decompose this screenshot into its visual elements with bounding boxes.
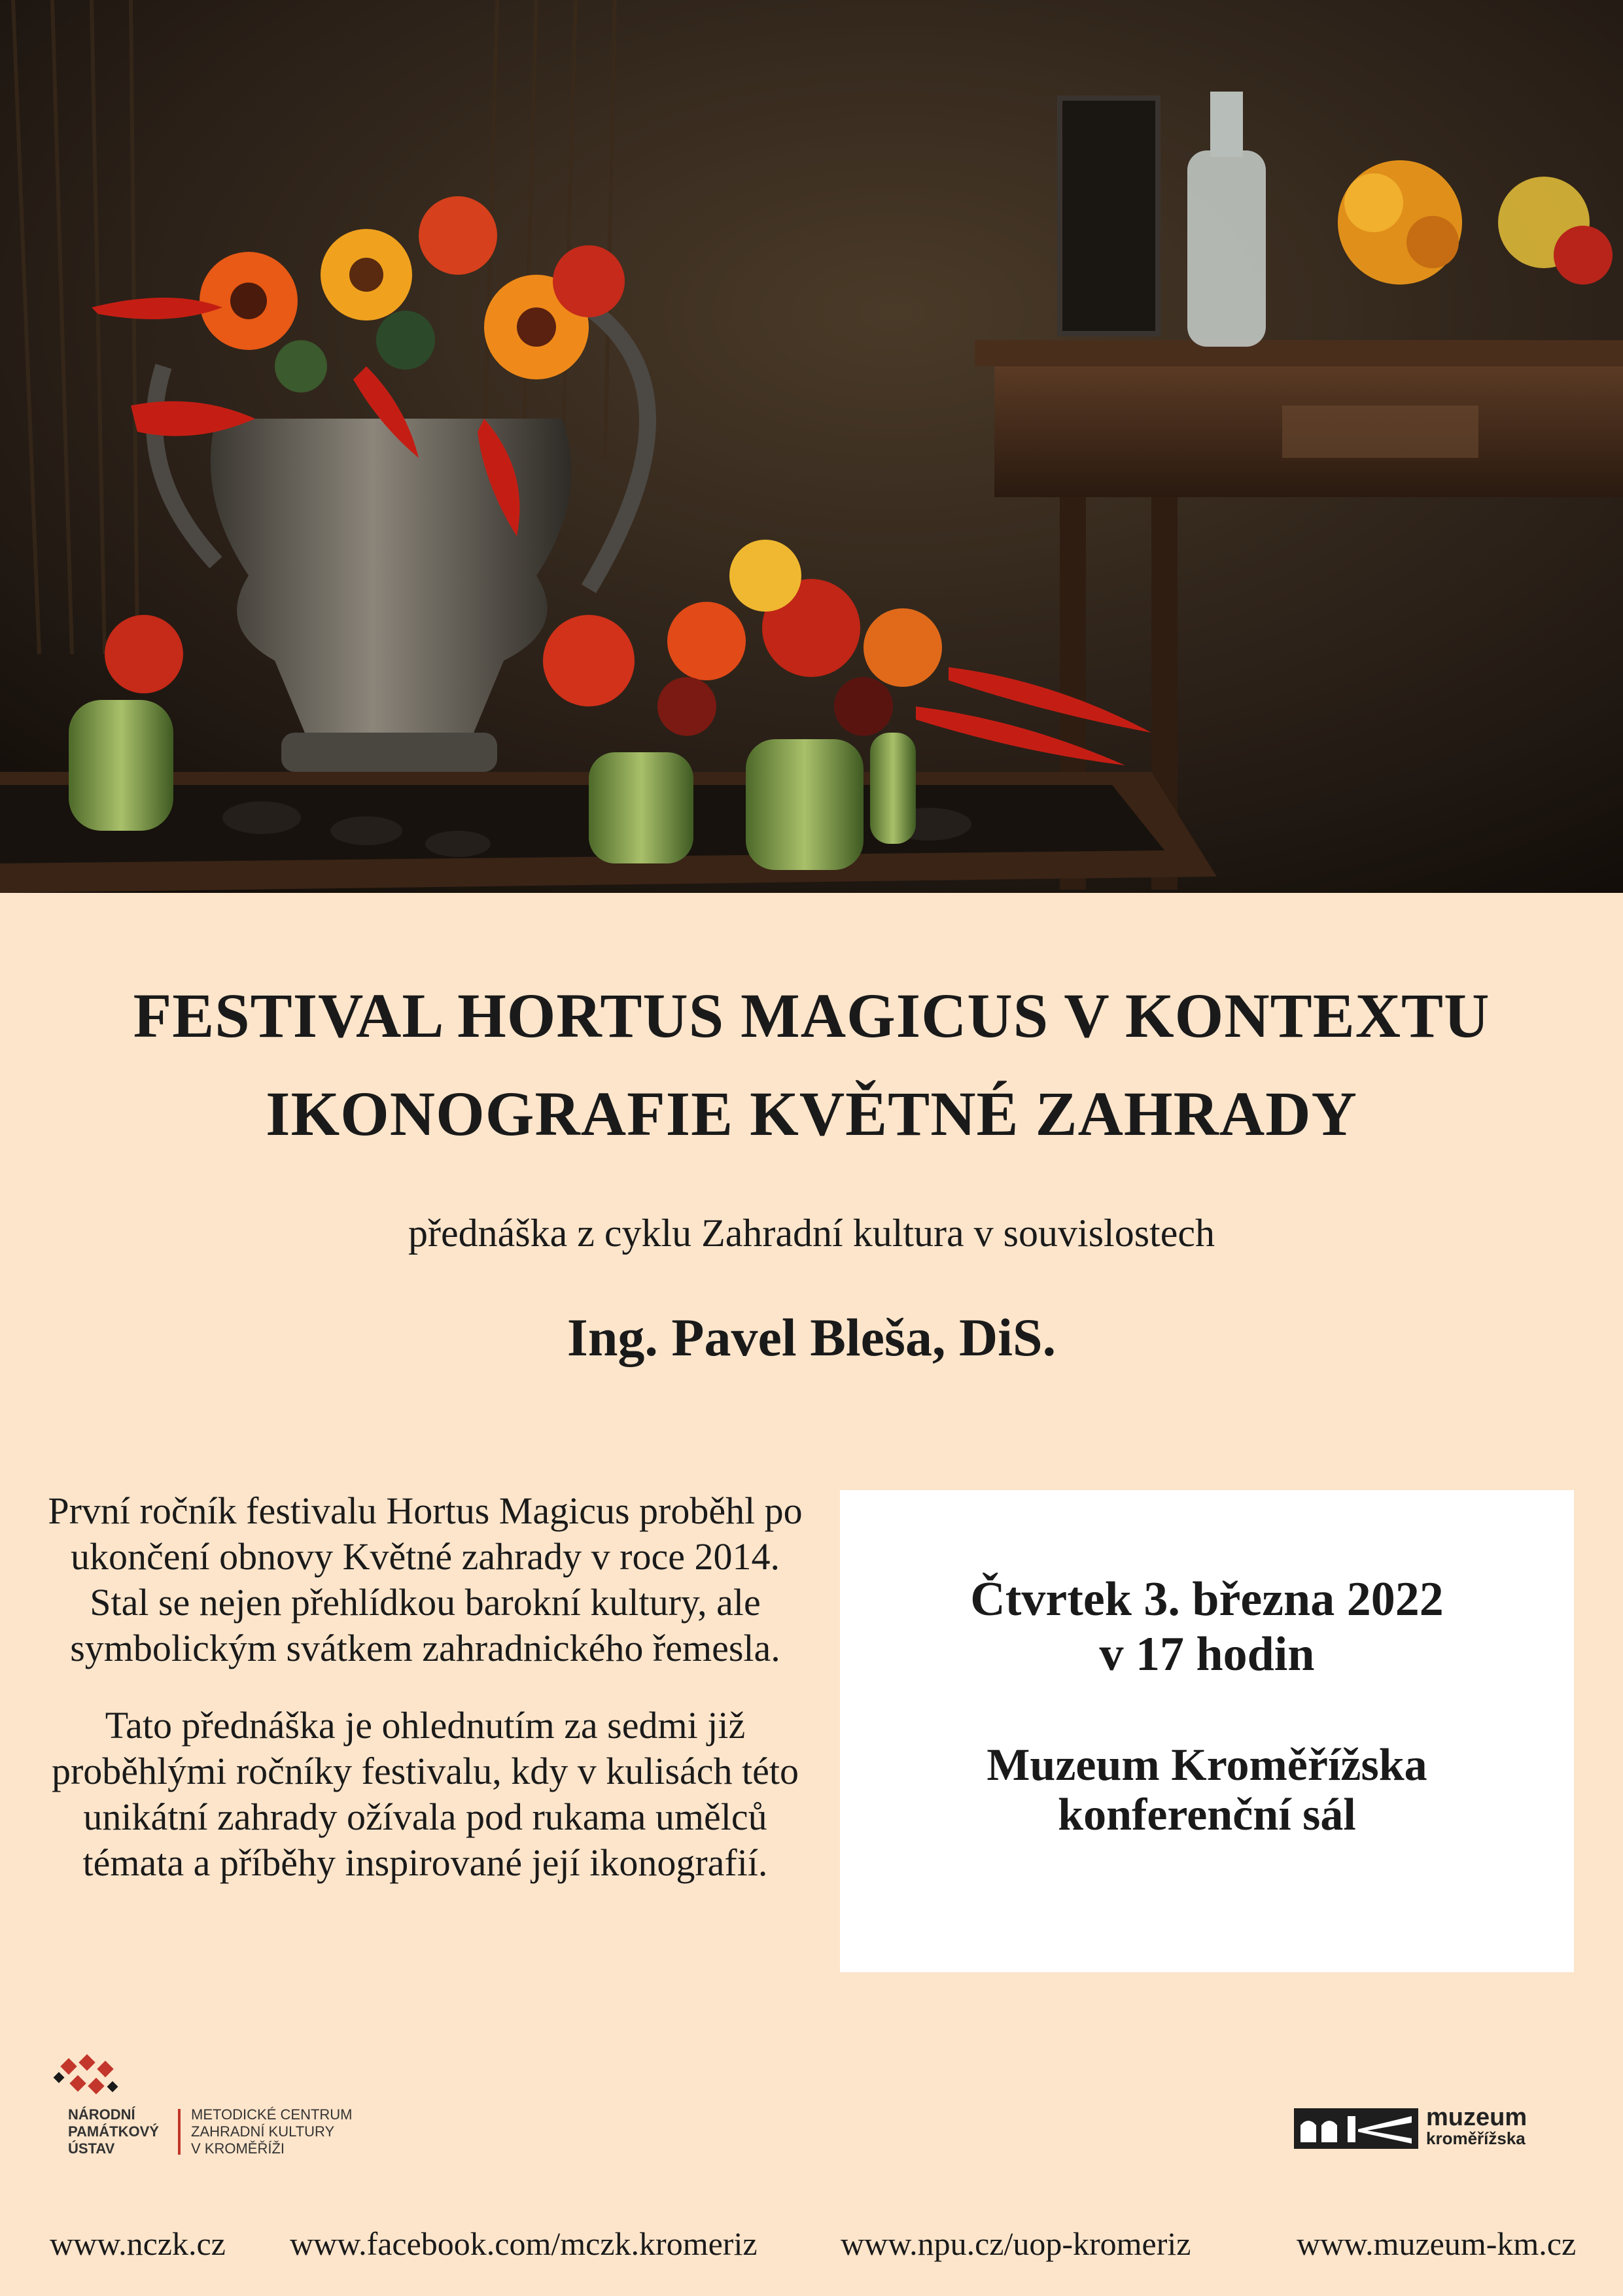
- event-place: Muzeum Kroměřížska: [986, 1740, 1427, 1790]
- speaker-name: Ing. Pavel Bleša, DiS.: [567, 1308, 1056, 1367]
- event-info-box: [840, 1490, 1574, 1972]
- npu-divider: [178, 2109, 181, 2155]
- muzeum-word: muzeum: [1426, 2104, 1527, 2131]
- description-paragraph-2: Tato přednáška je ohlednutím za sedmi již proběhlými ročníky festivalu, kdy v kulisách této unikátní zahrady ožívala pod rukama umělců témata a příběhy inspirované její ikonografií.: [51, 1704, 799, 1884]
- link-nczk[interactable]: www.nczk.cz: [50, 2225, 226, 2262]
- npu-centre-name: METODICKÉ CENTRUM ZAHRADNÍ KULTURY V KROMĚŘÍŽI: [191, 2106, 353, 2157]
- event-title-line2: IKONOGRAFIE KVĚTNÉ ZAHRADY: [266, 1079, 1357, 1149]
- description-paragraph-1: První ročník festivalu Hortus Magicus proběhl po ukončení obnovy Květné zahrady v roce 2014. Stal se nejen přehlídkou barokní kultury, ale symbolickým svátkem zahradnického řemesla.: [48, 1489, 803, 1669]
- event-time: v 17 hodin: [1099, 1627, 1315, 1681]
- event-date: Čtvrtek 3. března 2022: [970, 1573, 1444, 1626]
- event-description: [39, 1488, 811, 1917]
- link-npu[interactable]: www.npu.cz/uop-kromeriz: [841, 2225, 1191, 2262]
- link-facebook[interactable]: www.facebook.com/mczk.kromeriz: [290, 2225, 758, 2262]
- kromerizska-word: kroměřížska: [1426, 2129, 1526, 2148]
- event-title-line1: FESTIVAL HORTUS MAGICUS V KONTEXTU: [133, 981, 1490, 1051]
- npu-name: NÁRODNÍ PAMÁTKOVÝ ÚSTAV: [68, 2106, 159, 2157]
- link-muzeum[interactable]: www.muzeum-km.cz: [1297, 2225, 1577, 2262]
- floral-arrangement-image: [0, 0, 1623, 893]
- event-subtitle: přednáška z cyklu Zahradní kultura v souvislostech: [408, 1211, 1215, 1255]
- muzeum-logo: [1294, 2102, 1569, 2154]
- header-photo: [0, 0, 1623, 893]
- event-title: [0, 967, 1623, 1163]
- npu-logo: [50, 2054, 390, 2165]
- muzeum-emblem-icon: [1294, 2108, 1418, 2149]
- event-room: konferenční sál: [1058, 1790, 1356, 1840]
- npu-emblem-icon: [50, 2054, 128, 2106]
